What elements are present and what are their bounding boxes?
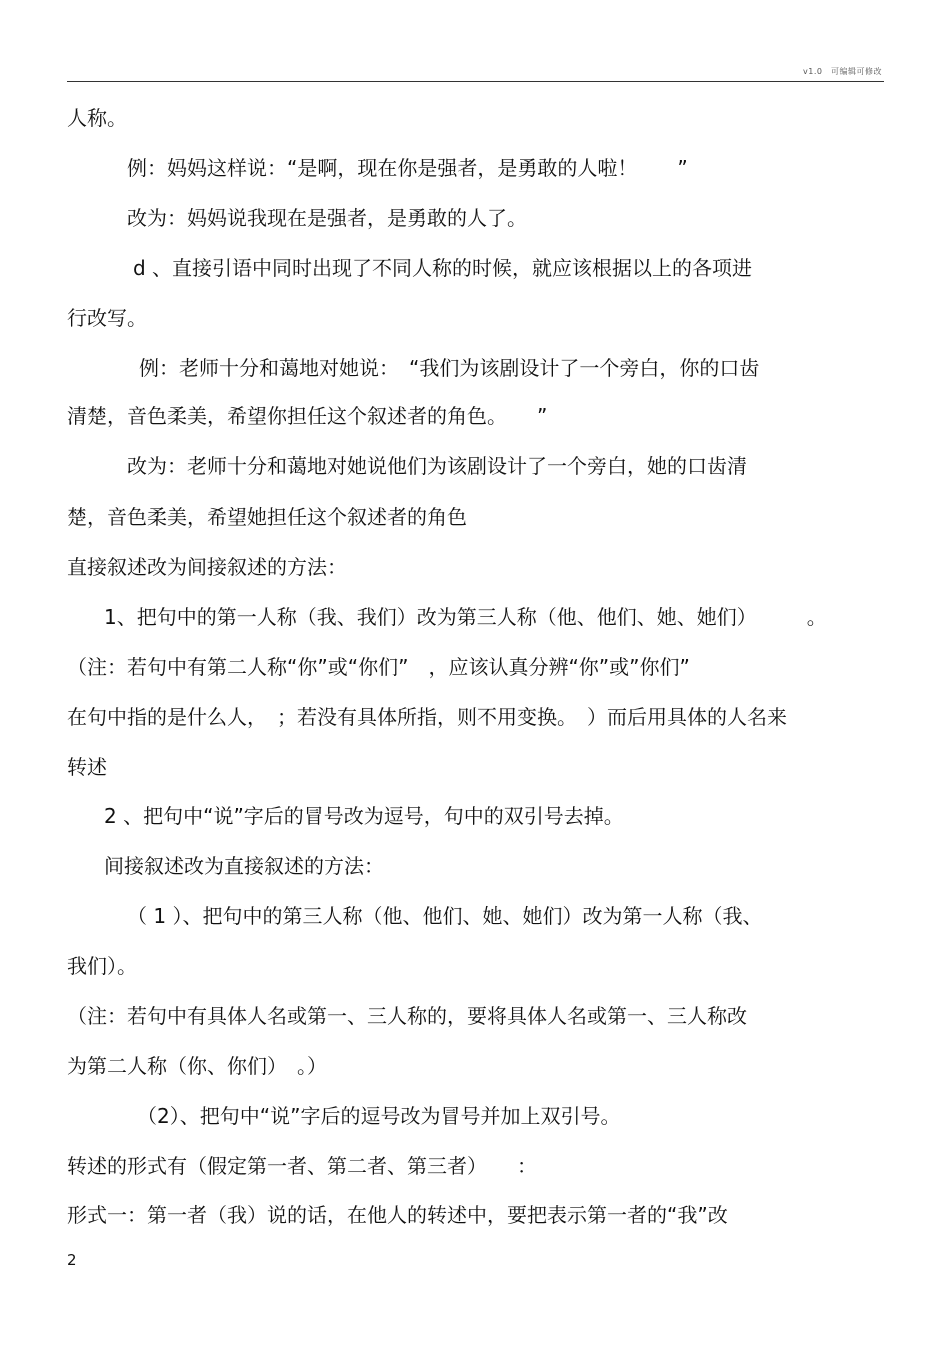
text-line: 改为：老师十分和蔼地对她说他们为该剧设计了一个旁白，她的口齿清 <box>127 454 747 478</box>
text-line: 楚，音色柔美，希望她担任这个叙述者的角色 <box>67 505 467 529</box>
text-line: （注：若句中有第二人称“你”或“你们” ，应该认真分辨“你”或”你们” <box>67 655 690 679</box>
header-version-text: v1.0 可编辑可修改 <box>803 67 882 76</box>
text-line: 人称。 <box>67 106 127 130</box>
text-line: 例：老师十分和蔼地对她说： “我们为该剧设计了一个旁白，你的口齿 <box>139 356 760 380</box>
text-line: 在句中指的是什么人， ；若没有具体所指，则不用变换。 ）而后用具体的人名来 <box>67 705 787 729</box>
text-line: （2）、把句中“说”字后的逗号改为冒号并加上双引号。 <box>137 1104 621 1128</box>
text-line: 行改写。 <box>67 306 147 330</box>
text-line: d 、直接引语中同时出现了不同人称的时候，就应该根据以上的各项进 <box>133 256 753 280</box>
text-line: 清楚，音色柔美，希望你担任这个叙述者的角色。 ” <box>67 404 548 428</box>
text-line: 形式一：第一者（我）说的话，在他人的转述中，要把表示第一者的“我”改 <box>67 1203 728 1227</box>
text-line: 我们）。 <box>67 954 137 978</box>
text-line: 为第二人称（你、你们） 。） <box>67 1054 327 1078</box>
page-number: 2 <box>67 1251 77 1269</box>
text-line: 2 、把句中“说”字后的冒号改为逗号，句中的双引号去掉。 <box>104 804 624 828</box>
text-line: 例：妈妈这样说：“是啊，现在你是强者，是勇敢的人啦！ ” <box>127 156 688 180</box>
text-line: （ 1 ）、把句中的第三人称（他、他们、她、她们）改为第一人称（我、 <box>127 904 763 928</box>
header-rule <box>67 81 884 82</box>
text-line: 间接叙述改为直接叙述的方法： <box>104 854 384 878</box>
text-line: 直接叙述改为间接叙述的方法： <box>67 555 347 579</box>
text-line: 改为：妈妈说我现在是强者，是勇敢的人了。 <box>127 206 527 230</box>
text-line: （注：若句中有具体人名或第一、三人称的，要将具体人名或第一、三人称改 <box>67 1004 747 1028</box>
text-line: 1、把句中的第一人称（我、我们）改为第三人称（他、他们、她、她们） 。 <box>104 605 827 629</box>
text-line: 转述的形式有（假定第一者、第二者、第三者） ： <box>67 1154 537 1178</box>
text-line: 转述 <box>67 755 107 779</box>
